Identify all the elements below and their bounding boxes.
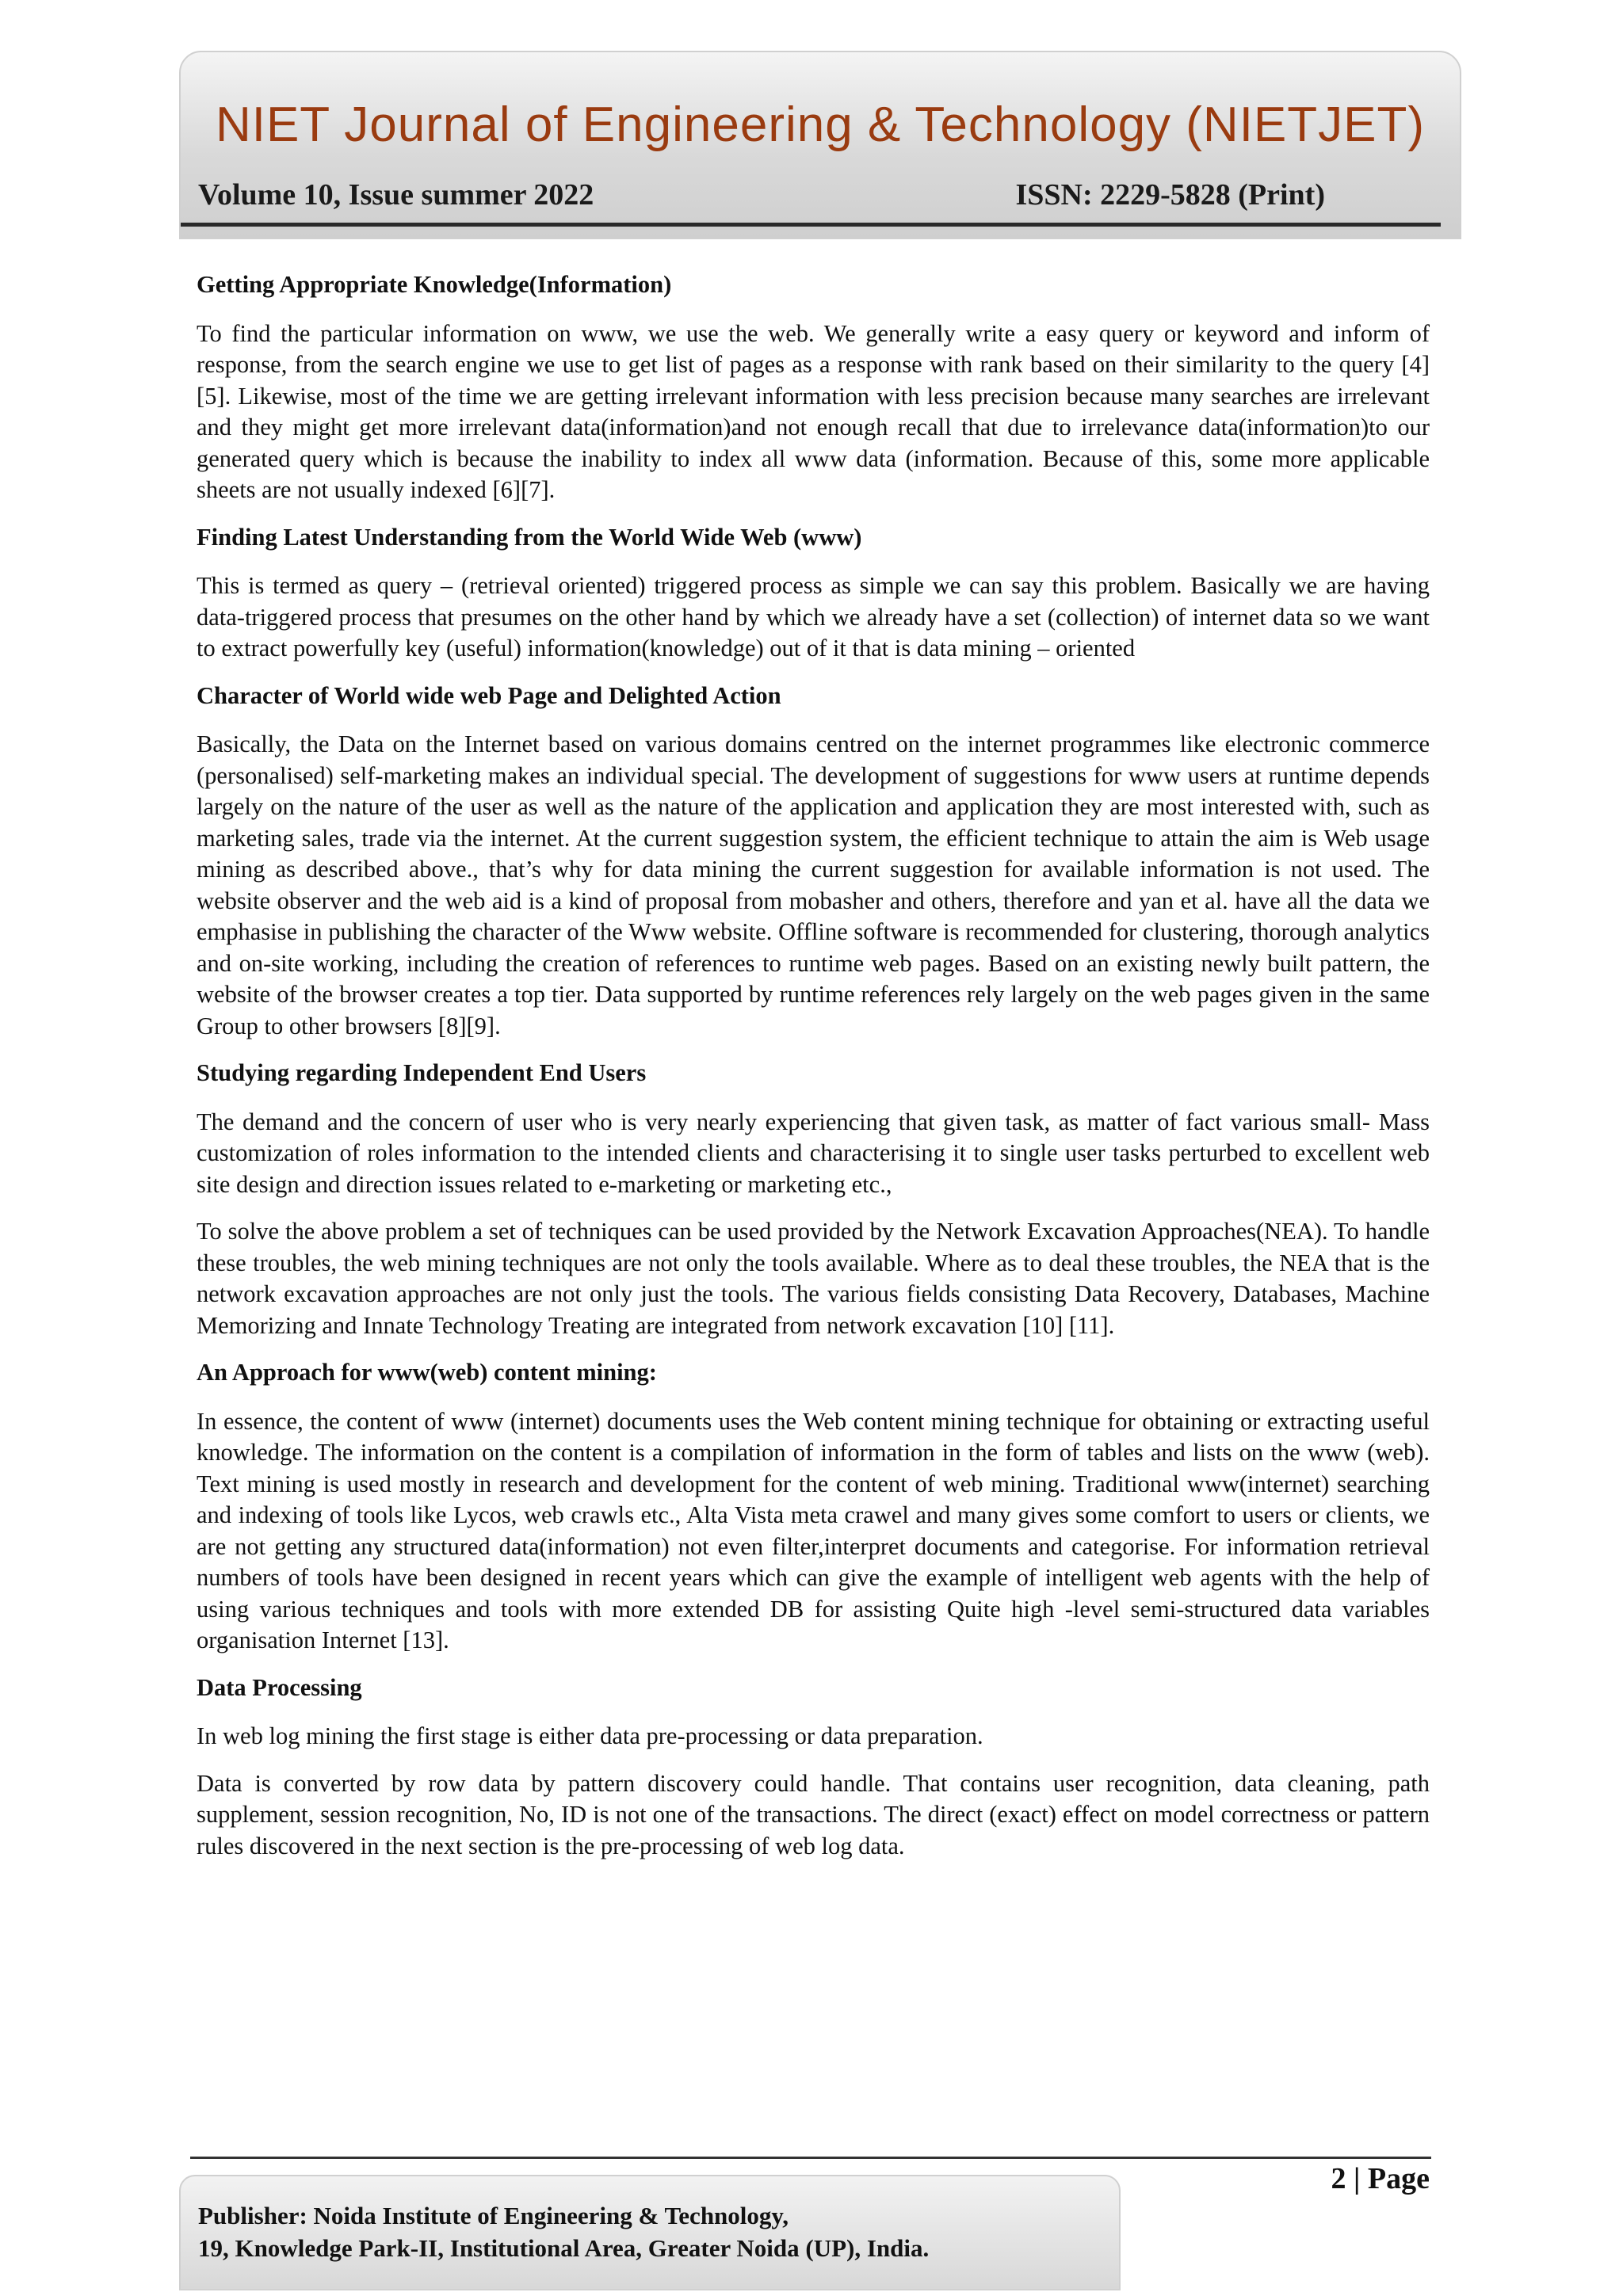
footer-divider xyxy=(190,2157,1431,2159)
section-heading: An Approach for www(web) content mining: xyxy=(197,1359,657,1386)
page-number: 2 | Page xyxy=(1331,2162,1430,2195)
section-heading: Getting Appropriate Knowledge(Information) xyxy=(197,271,672,298)
paragraph: In essence, the content of www (internet) documents uses the Web content mining technique for obtaining or extracting useful knowledge. The information on the content is a compilation of information in the form of tables and lists on the www (web). Text mining is used mostly in research and development for the content of web mining. Traditional www(internet) searching and indexing of tools like Lycos, web crawls etc., Alta Vista meta crawel and many gives some comfort to users or clients, we are not getting any structured data(information) not even filter,interpret documents and categorise. For information retrieval numbers of tools have been designed in recent years which can give the example of intelligent web agents with the help of using various techniques and tools with more extended DB for assisting Quite high -level semi-structured data variables organisation Internet [13]. xyxy=(197,1407,1430,1653)
section-content-mining xyxy=(197,1357,1430,1657)
paragraph: Basically, the Data on the Internet based on various domains centred on the internet programmes like electronic commerce (personalised) self-marketing makes an individual special. The development of suggestions for www users at runtime depends largely on the nature of the user as well as the nature of the application and application they are most interested with, such as marketing sales, trade via the internet. At the current suggestion system, the efficient technique to attain the aim is Web usage mining as described above., that’s why for data mining the current suggestion for available information is not used. The website observer and the web aid is a kind of proposal from mobasher and others, therefore and yan et al. have all the data we emphasise in publishing the character of the Www website. Offline software is recommended for clustering, thorough analytics and on-site working, including the creation of references to runtime web pages. Based on an existing newly built pattern, the website of the browser creates a top tier. Data supported by runtime references rely largely on the web pages given in the same Group to other browsers [8][9]. xyxy=(197,730,1430,1039)
section-character-of-web-page xyxy=(197,681,1430,1043)
section-heading: Studying regarding Independent End Users xyxy=(197,1059,647,1086)
paragraph: To find the particular information on www, we use the web. We generally write a easy query or keyword and inform of response, from the search engine we use to get list of pages as a response with rank based on their similarity to the query [4][5]. Likewise, most of the time we are getting irrelevant information with less precision because many searches are irrelevant and they might get more irrelevant data(information)and not enough recall that due to irrelevance data(information)to our generated query which is because the inability to index all www data (information. Because of this, some more applicable sheets are not usually indexed [6][7]. xyxy=(197,319,1430,503)
publisher-box xyxy=(179,2175,1121,2290)
section-independent-end-users xyxy=(197,1058,1430,1341)
section-heading: Finding Latest Understanding from the World Wide Web (www) xyxy=(197,523,862,551)
article-body xyxy=(197,269,1430,1878)
section-heading: Data Processing xyxy=(197,1673,362,1701)
paragraph: This is termed as query – (retrieval oriented) triggered process as simple we can say this problem. Basically we are having data-triggered process that presumes on the other hand by which we already have a set (collection) of internet data so we want to extract powerfully key (useful) information(knowledge) out of it that is data mining – oriented xyxy=(197,572,1430,662)
paragraph: The demand and the concern of user who is very nearly experiencing that given task, as matter of fact various small- Mass customization of roles information to the intended clients and characterising it to single user tasks perturbed to excellent web site design and direction issues related to e-marketing or marketing etc., xyxy=(197,1108,1430,1198)
paragraph: To solve the above problem a set of techniques can be used provided by the Network Excavation Approaches(NEA). To handle these troubles, the web mining techniques are not only the tools available. Where as to deal these troubles, the NEA that is the network excavation approaches are not only just the tools. The various fields consisting Data Recovery, Databases, Machine Memorizing and Innate Technology Treating are integrated from network excavation [10] [11]. xyxy=(197,1218,1430,1339)
journal-header xyxy=(179,51,1461,239)
paragraph: Data is converted by row data by pattern discovery could handle. That contains user recognition, data cleaning, path supplement, session recognition, No, ID is not one of the transactions. The direct (exact) effect on model correctness or pattern rules discovered in the next section is the pre-processing of web log data. xyxy=(197,1769,1430,1859)
journal-title: NIET Journal of Engineering & Technology (NIETJET) xyxy=(215,97,1426,152)
section-latest-understanding xyxy=(197,522,1430,665)
issn: ISSN: 2229-5828 (Print) xyxy=(1015,178,1325,212)
publisher-name: Publisher: Noida Institute of Engineering & Technology, xyxy=(198,2202,789,2229)
section-data-processing xyxy=(197,1672,1430,1863)
section-appropriate-knowledge xyxy=(197,269,1430,506)
section-heading: Character of World wide web Page and Delighted Action xyxy=(197,681,781,709)
header-divider xyxy=(181,223,1441,227)
volume-issue: Volume 10, Issue summer 2022 xyxy=(198,178,594,212)
publisher-address: 19, Knowledge Park-II, Institutional Area, Greater Noida (UP), India. xyxy=(198,2234,930,2262)
paragraph: In web log mining the first stage is either data pre-processing or data preparation. xyxy=(197,1722,983,1749)
